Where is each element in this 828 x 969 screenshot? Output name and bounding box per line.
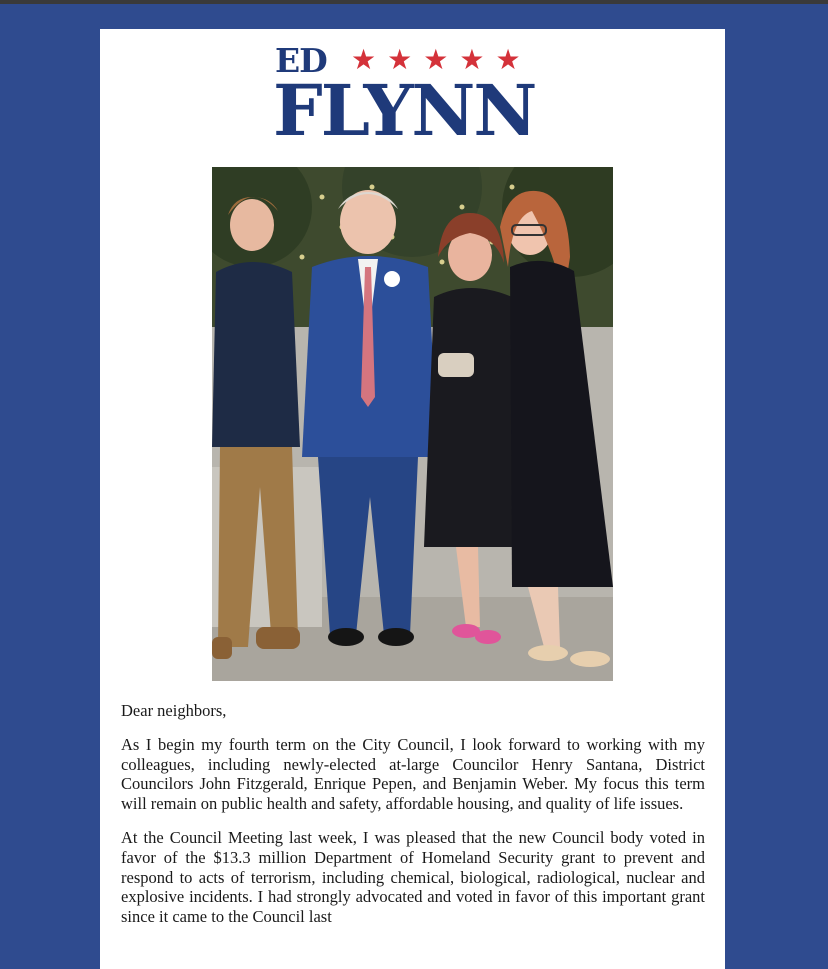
ed-flynn-logo — [273, 41, 555, 152]
star-icon: ★ — [495, 43, 521, 76]
letter-greeting: Dear neighbors, — [121, 701, 227, 720]
star-icon: ★ — [387, 43, 413, 76]
letter-paragraph: At the Council Meeting last week, I was pleased that the new Council body voted in favor of the $13.3 million Department of Homeland Security grant to prevent and respond to acts of terrorism, including chemical, biological, radiological, nuclear and explosive incidents. I had strongly advocated and voted in favor of this important grant since it came to the Council last — [121, 827, 705, 927]
letter-body — [121, 701, 705, 941]
letter-paragraph: As I begin my fourth term on the City Council, I look forward to working with my colleagues, including newly-elected at-large Councilor Henry Santana, District Councilors John Fitzgerald, Enrique Pepen, and Benjamin Weber. My focus this term will remain on public health and safety, affordable housing, and quality of life issues. — [121, 734, 705, 814]
photo-illustration — [212, 167, 613, 681]
newsletter-page — [100, 29, 725, 969]
logo-last-name: FLYNN — [273, 69, 536, 152]
family-group-photo — [212, 167, 613, 681]
star-icon: ★ — [351, 43, 377, 76]
logo-first-name: ED — [275, 41, 327, 80]
star-icon: ★ — [459, 43, 485, 76]
star-icon: ★ — [423, 43, 449, 76]
viewer-top-bar — [0, 0, 828, 4]
